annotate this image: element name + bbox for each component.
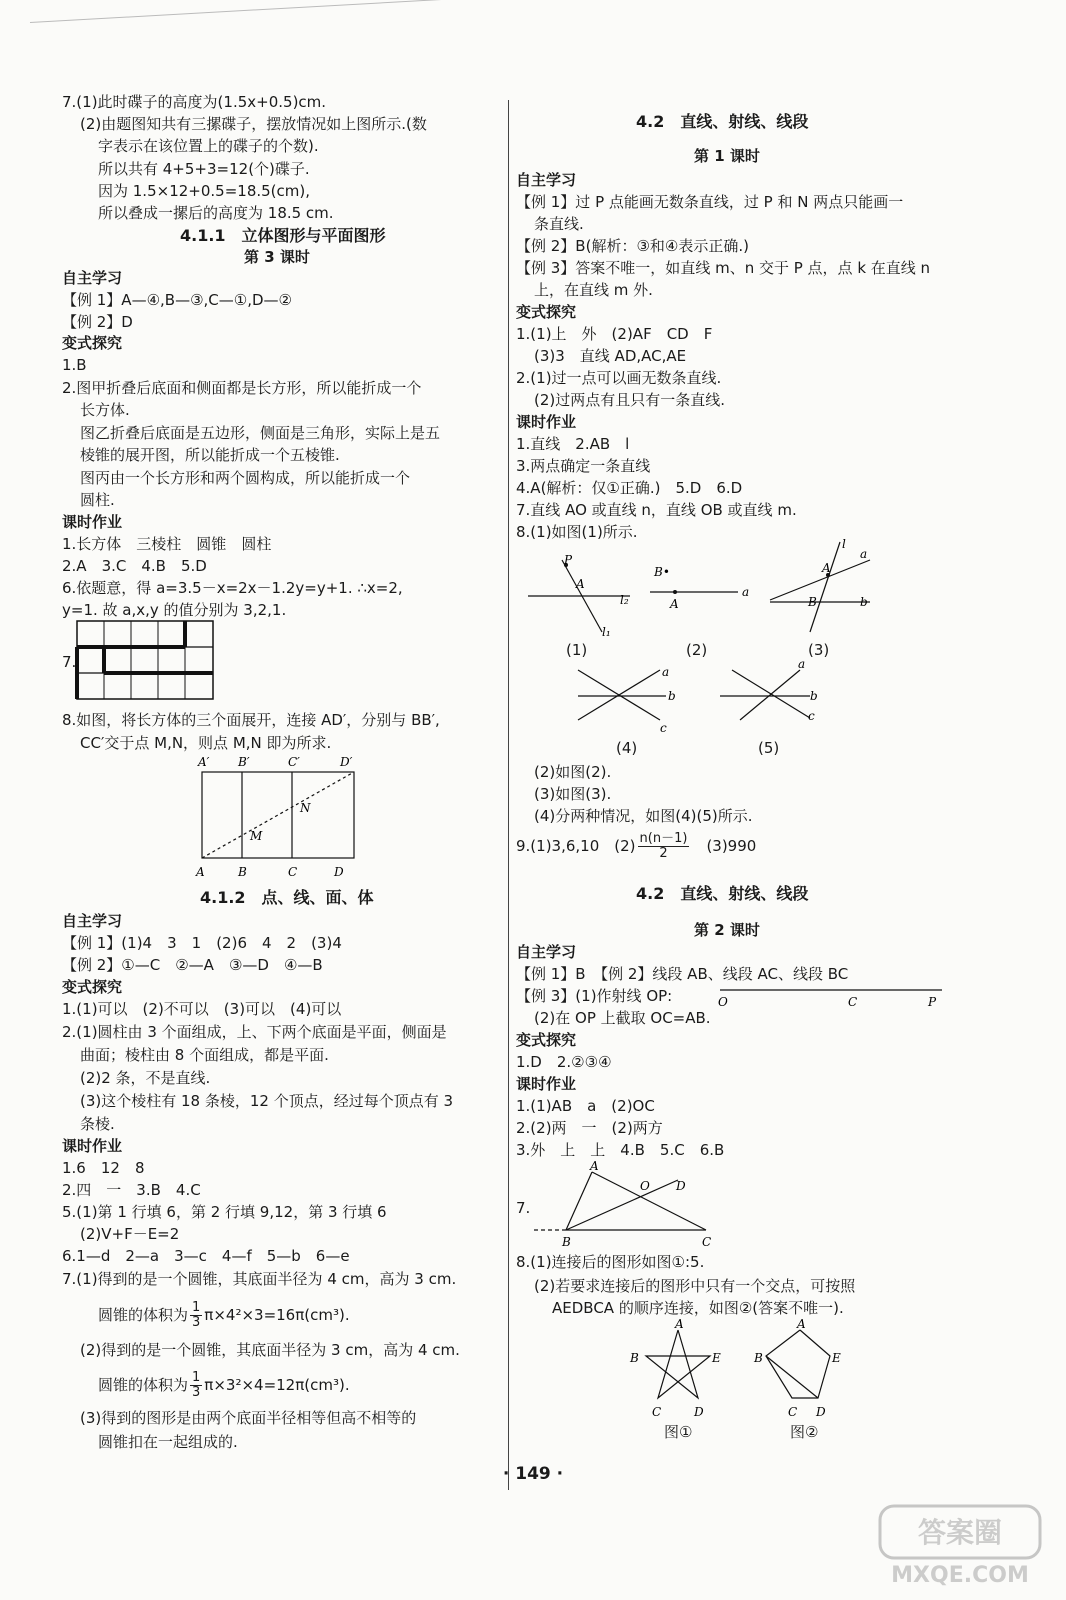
fraction-numerator: n(n－1) [639, 831, 688, 846]
text-line: (4)分两种情况，如图(4)(5)所示. [534, 807, 753, 825]
formula-line [98, 1370, 350, 1400]
svg-text:a: a [662, 665, 670, 679]
fraction-denominator: 2 [659, 846, 668, 861]
svg-text:a: a [798, 657, 806, 671]
text-line: 1.(1)可以 (2)不可以 (3)可以 (4)可以 [62, 1000, 342, 1018]
heading: 自主学习 [516, 943, 577, 961]
text-line: (2)若要求连接后的图形中只有一个交点，可按照 [534, 1277, 856, 1295]
heading: 变式探究 [62, 978, 123, 996]
heading: 自主学习 [62, 269, 123, 287]
text-line: 4.A(解析：仅①正确.) 5.D 6.D [516, 479, 743, 497]
text-line: 2.四 一 3.B 4.C [62, 1181, 201, 1199]
text-line: 7.直线 AO 或直线 n，直线 OB 或直线 m. [516, 501, 797, 519]
watermark-logo [870, 1500, 1050, 1590]
text-line: 7. [516, 1199, 531, 1217]
svg-text:A: A [196, 865, 205, 879]
star-figures [620, 1318, 860, 1428]
svg-text:MXQE.COM: MXQE.COM [891, 1563, 1029, 1588]
text-line: 【例 1】A—④,B—③,C—①,D—② [62, 291, 292, 309]
svg-text:D′: D′ [340, 755, 353, 769]
text-line: 因为 1.5×12+0.5=18.5(cm), [98, 182, 310, 200]
svg-text:C: C [702, 1235, 712, 1249]
svg-text:E: E [712, 1351, 721, 1365]
unfolded-box-figure [190, 754, 370, 884]
svg-text:C: C [848, 995, 858, 1009]
text-line: 6.1—d 2—a 3—c 4—f 5—b 6—e [62, 1247, 350, 1265]
text-line: 2.(2)两 一 (2)两方 [516, 1119, 663, 1137]
triangle-figure [530, 1160, 730, 1250]
svg-text:P: P [564, 553, 573, 567]
text-line: (2)V+F－E=2 [80, 1225, 180, 1243]
svg-text:b: b [860, 595, 868, 609]
section-subtitle: 第 1 课时 [694, 147, 760, 165]
heading: 变式探究 [516, 1031, 577, 1049]
fraction-numerator: 1 [192, 1300, 201, 1315]
point-marker [673, 590, 677, 594]
text-line: 7.(1)得到的是一个圆锥，其底面半径为 4 cm，高为 3 cm. [62, 1270, 457, 1288]
text-line: 【例 2】①—C ②—A ③—D ④—B [62, 956, 323, 974]
svg-text:N: N [300, 801, 311, 815]
heading: 变式探究 [516, 303, 577, 321]
svg-text:C: C [652, 1405, 662, 1419]
text-line: (3)990 [691, 837, 757, 855]
section-title: 4.2 直线、射线、线段 [636, 112, 809, 131]
svg-text:O: O [718, 995, 728, 1009]
text-line: 【例 1】(1)4 3 1 (2)6 4 2 (3)4 [62, 934, 342, 952]
text-line: 1.D 2.②③④ [516, 1053, 612, 1071]
text-line: 1.B [62, 356, 87, 374]
svg-text:A: A [822, 561, 831, 575]
text-line: 图乙折叠后底面是五边形，侧面是三角形，实际上是五 [80, 424, 441, 442]
text-line: AEDBCA 的顺序连接，如图②(答案不唯一). [552, 1299, 844, 1317]
text-line: (2)过两点有且只有一条直线. [534, 391, 726, 409]
svg-text:M: M [250, 829, 263, 843]
text-line: 5.(1)第 1 行填 6，第 2 行填 9,12，第 3 行填 6 [62, 1203, 387, 1221]
text-line: 2.A 3.C 4.B 5.D [62, 557, 207, 575]
text-line: 棱锥的展开图，所以能折成一个五棱锥. [80, 446, 340, 464]
text-line: (3)得到的图形是由两个底面半径相等但高不相等的 [80, 1409, 417, 1427]
svg-text:l₂: l₂ [620, 593, 629, 607]
text-line: 1.长方体 三棱柱 圆锥 圆柱 [62, 535, 272, 553]
text-line: 8.(1)连接后的图形如图①:5. [516, 1253, 705, 1271]
figure-caption: (3) [808, 641, 830, 659]
text-line: 2.(1)圆柱由 3 个面组成，上、下两个底面是平面，侧面是 [62, 1023, 447, 1041]
text-line: (2)得到的是一个圆锥，其底面半径为 3 cm，高为 4 cm. [80, 1341, 460, 1359]
heading: 自主学习 [62, 912, 123, 930]
svg-text:A: A [675, 1317, 684, 1331]
text-line: CC′交于点 M,N，则点 M,N 即为所求. [80, 734, 332, 752]
text-line: 圆锥的体积为 [98, 1306, 189, 1324]
svg-text:C: C [288, 865, 298, 879]
fraction-denominator: 3 [192, 1385, 201, 1400]
svg-text:D: D [334, 865, 344, 879]
heading: 课时作业 [62, 513, 123, 531]
text-line: 【例 3】答案不唯一，如直线 m、n 交于 P 点，点 k 在直线 n [516, 259, 931, 277]
svg-text:B: B [754, 1351, 763, 1365]
svg-text:E: E [832, 1351, 841, 1365]
text-line: 上，在直线 m 外. [534, 281, 653, 299]
svg-text:B: B [808, 595, 817, 609]
heading: 变式探究 [62, 334, 123, 352]
fraction [190, 1371, 202, 1400]
figure-caption: (5) [758, 739, 780, 757]
figure-caption: 图① [664, 1423, 693, 1441]
text-line: 所以共有 4+5+3=12(个)碟子. [98, 160, 310, 178]
text-line: 圆锥扣在一起组成的. [98, 1433, 238, 1451]
fraction-numerator: 1 [192, 1370, 201, 1385]
text-line: 条棱. [80, 1115, 115, 1133]
text-line: π×4²×3=16π(cm³). [204, 1306, 350, 1324]
svg-text:A: A [797, 1317, 806, 1331]
text-line: 【例 1】过 P 点能画无数条直线，过 P 和 N 两点只能画一 [516, 193, 904, 211]
svg-text:C′: C′ [288, 755, 300, 769]
svg-text:B: B [238, 865, 247, 879]
text-line: 【例 1】B 【例 2】线段 AB、线段 AC、线段 BC [516, 965, 849, 983]
text-line: π×3²×4=12π(cm³). [204, 1376, 350, 1394]
net-grid-figure [76, 620, 216, 702]
section-title: 4.2 直线、射线、线段 [636, 884, 809, 903]
heading: 课时作业 [516, 1075, 577, 1093]
text-line: 9.(1)3,6,10 (2) [516, 837, 636, 855]
text-line: 圆锥的体积为 [98, 1376, 189, 1394]
svg-text:b: b [668, 689, 676, 703]
line-figures-bottom [570, 657, 850, 740]
svg-text:B•: B• [654, 565, 670, 579]
fraction [638, 832, 690, 861]
text-line: 【例 2】B(解析：③和④表示正确.) [516, 237, 749, 255]
text-line: 8.(1)如图(1)所示. [516, 523, 638, 541]
figure-caption: (1) [566, 641, 588, 659]
text-line: 6.依题意，得 a=3.5－x=2x－1.2y=y+1. ∴x=2, [62, 579, 403, 597]
column-divider [508, 100, 509, 1490]
text-line: 2.(1)过一点可以画无数条直线. [516, 369, 722, 387]
text-line: y=1. 故 a,x,y 的值分别为 3,2,1. [62, 601, 287, 619]
text-line: 圆柱. [80, 491, 115, 509]
text-line: (2)在 OP 上截取 OC=AB. [534, 1009, 711, 1027]
svg-text:b: b [810, 689, 818, 703]
svg-text:B: B [630, 1351, 639, 1365]
ray-op-figure [716, 984, 946, 1012]
section-subtitle: 第 2 课时 [694, 921, 760, 939]
section-subtitle: 第 3 课时 [244, 248, 310, 266]
text-line: 字表示在该位置上的碟子的个数). [98, 137, 319, 155]
svg-text:B′: B′ [238, 755, 250, 769]
text-line: 1.直线 2.AB l [516, 435, 630, 453]
svg-text:D: D [816, 1405, 826, 1419]
text-line: 1.(1)AB a (2)OC [516, 1097, 655, 1115]
svg-text:A′: A′ [198, 755, 210, 769]
heading: 自主学习 [516, 171, 577, 189]
text-line: 3.两点确定一条直线 [516, 457, 651, 475]
text-line: 所以叠成一摞后的高度为 18.5 cm. [98, 204, 334, 222]
svg-text:O: O [640, 1179, 650, 1193]
text-line: (3)如图(3). [534, 785, 612, 803]
section-title: 4.1.2 点、线、面、体 [200, 888, 374, 907]
figure-caption: 图② [790, 1423, 819, 1441]
text-line: 条直线. [534, 215, 584, 233]
text-line: 3.外 上 上 4.B 5.C 6.B [516, 1141, 725, 1159]
text-line: 【例 3】(1)作射线 OP: [516, 987, 673, 1005]
figure-caption: (2) [686, 641, 708, 659]
svg-text:答案圈: 答案圈 [917, 1516, 1003, 1549]
svg-text:A: A [590, 1159, 599, 1173]
svg-text:D: D [694, 1405, 704, 1419]
svg-text:a: a [742, 585, 750, 599]
text-line: (2)2 条，不是直线. [80, 1069, 211, 1087]
svg-text:B: B [562, 1235, 571, 1249]
fraction [190, 1301, 202, 1330]
page-number: · 149 · [502, 1464, 564, 1484]
heading: 课时作业 [516, 413, 577, 431]
text-line: (3)3 直线 AD,AC,AE [534, 347, 687, 365]
text-line: 8.如图，将长方体的三个面展开，连接 AD′，分别与 BB′, [62, 711, 440, 729]
svg-text:a: a [860, 547, 868, 561]
svg-text:A: A [576, 577, 585, 591]
svg-text:A: A [670, 597, 679, 611]
fraction-denominator: 3 [192, 1315, 201, 1330]
svg-text:P: P [928, 995, 937, 1009]
text-line: 图丙由一个长方形和两个圆构成，所以能折成一个 [80, 469, 411, 487]
text-line: 曲面；棱柱由 8 个面组成，都是平面. [80, 1046, 329, 1064]
formula-line [98, 1300, 350, 1330]
svg-text:l₁: l₁ [602, 625, 611, 639]
text-line: 1.6 12 8 [62, 1159, 145, 1177]
formula-line [516, 830, 756, 862]
text-line: 2.图甲折叠后底面和侧面都是长方形，所以能折成一个 [62, 379, 422, 397]
text-line: (3)这个棱柱有 18 条棱，12 个顶点，经过每个顶点有 3 [80, 1092, 454, 1110]
figure-caption: (4) [616, 739, 638, 757]
svg-text:l: l [842, 537, 846, 551]
section-title: 4.1.1 立体图形与平面图形 [180, 226, 386, 245]
svg-text:c: c [660, 721, 667, 735]
top-rule [30, 0, 444, 23]
line-figures-top [520, 537, 880, 640]
text-line: 7. [62, 653, 77, 671]
text-line: 1.(1)上 外 (2)AF CD F [516, 325, 713, 343]
text-line: (2)由题图知共有三摞碟子，摆放情况如上图所示.(数 [80, 115, 427, 133]
text-line: 7.(1)此时碟子的高度为(1.5x+0.5)cm. [62, 93, 327, 111]
svg-text:c: c [808, 709, 815, 723]
text-line: 长方体. [80, 401, 130, 419]
svg-text:D: D [676, 1179, 686, 1193]
text-line: (2)如图(2). [534, 763, 612, 781]
text-line: 【例 2】D [62, 313, 133, 331]
svg-text:C: C [788, 1405, 798, 1419]
heading: 课时作业 [62, 1137, 123, 1155]
